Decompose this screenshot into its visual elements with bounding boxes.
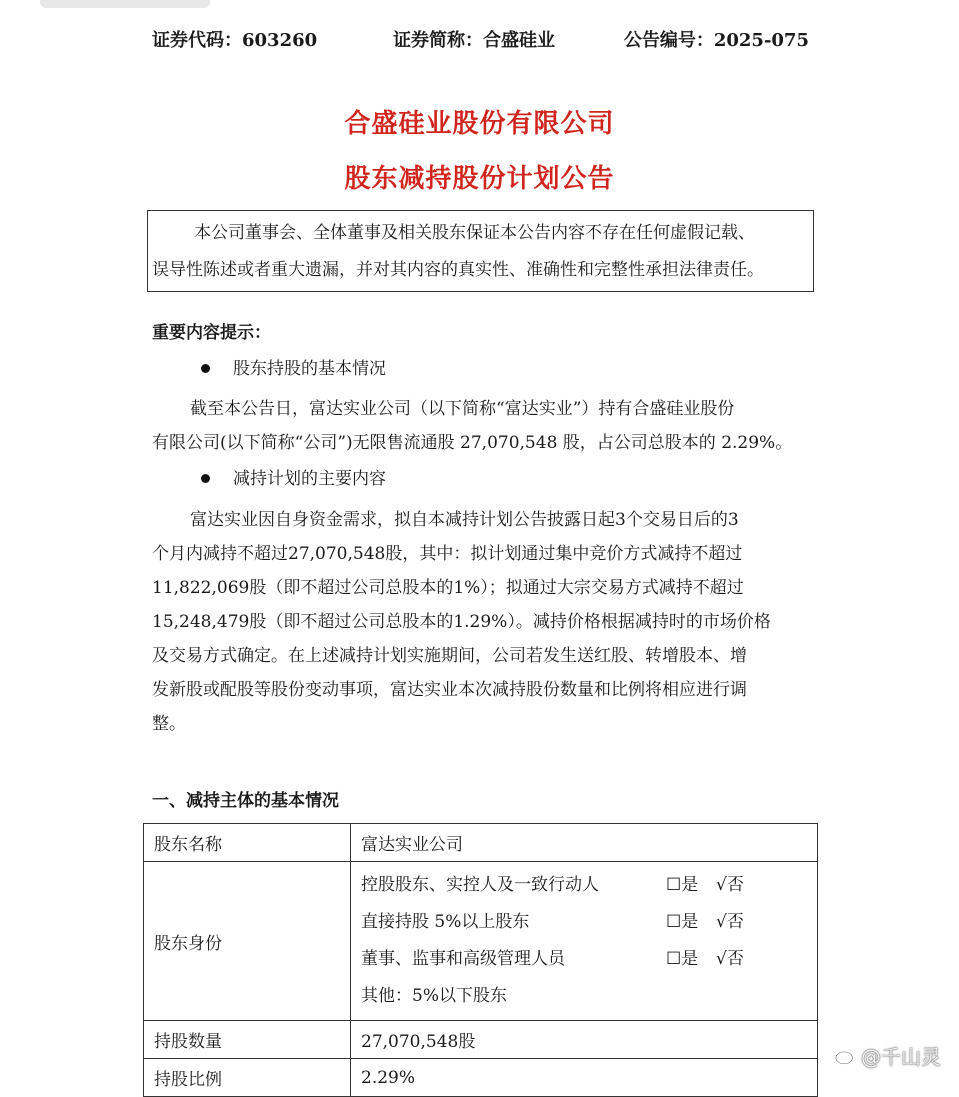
table-row (144, 824, 818, 862)
plan-paragraph-line-1: 富达实业因自身资金需求，拟自本减持计划公告披露日起3个交易日后的3 (190, 510, 739, 530)
shareholder-identity-label: 股东身份 (144, 862, 351, 1021)
checkbox-yes-unchecked: ☐是 (666, 912, 699, 932)
disclaimer-line-2: 误导性陈述或者重大遗漏，并对其内容的真实性、准确性和完整性承担法律责任。 (152, 260, 764, 280)
announcement-number: 公告编号：2025-075 (623, 30, 809, 51)
identity-option-row (361, 867, 807, 904)
disclaimer-line-1: 本公司董事会、全体董事及相关股东保证本公告内容不存在任何虚假记载、 (194, 223, 755, 243)
watermark-text: @千山灵 (861, 1045, 941, 1069)
weibo-watermark (835, 1041, 941, 1070)
shareholder-name-label: 股东名称 (144, 824, 351, 862)
shareholder-info-table (143, 823, 818, 1097)
announcement-header (152, 26, 809, 56)
shareholder-name-value: 富达实业公司 (351, 824, 818, 862)
shares-held-value: 27,070,548股 (351, 1021, 818, 1059)
disclaimer-box (147, 210, 814, 292)
checkbox-no-checked: √否 (716, 949, 744, 969)
plan-paragraph-line-4: 15,248,479股（即不超过公司总股本的1.29%）。减持价格根据减持时的市场价格 (152, 612, 771, 632)
highlights-heading: 重要内容提示： (152, 323, 271, 343)
plan-paragraph-line-5: 及交易方式确定。在上述减持计划实施期间，公司若发生送红股、转增股本、增 (152, 646, 747, 666)
bullet-plan-main: 减持计划的主要内容 (233, 469, 386, 489)
table-row (144, 1021, 818, 1059)
identity-option-row (361, 904, 807, 941)
top-blur-artifact (40, 0, 210, 8)
stock-name: 证券简称：合盛硅业 (393, 30, 555, 51)
table-row (144, 1059, 818, 1097)
checkbox-yes-unchecked: ☐是 (666, 949, 699, 969)
identity-option-row (361, 941, 807, 978)
plan-paragraph-line-2: 个月内减持不超过27,070,548股，其中：拟计划通过集中竞价方式减持不超过 (152, 544, 743, 564)
checkbox-yes-unchecked: ☐是 (666, 875, 699, 895)
announcement-title: 股东减持股份计划公告 (344, 164, 615, 194)
plan-paragraph-line-7: 整。 (152, 714, 186, 734)
bullet-icon (201, 364, 210, 373)
bullet-holding-basics: 股东持股的基本情况 (233, 359, 386, 379)
company-title: 合盛硅业股份有限公司 (344, 109, 615, 139)
identity-other-text: 其他：5%以下股东 (361, 986, 507, 1006)
shares-held-label: 持股数量 (144, 1021, 351, 1059)
weibo-icon (835, 1046, 857, 1066)
stock-code: 证券代码：603260 (152, 30, 318, 51)
holding-ratio-label: 持股比例 (144, 1059, 351, 1097)
plan-paragraph-line-6: 发新股或配股等股份变动事项，富达实业本次减持股份数量和比例将相应进行调 (152, 680, 747, 700)
checkbox-no-checked: √否 (716, 875, 744, 895)
holding-paragraph-line-2: 有限公司(以下简称“公司”)无限售流通股 27,070,548 股，占公司总股本的 2.29%。 (152, 433, 793, 453)
table-row (144, 862, 818, 1021)
identity-other-row (361, 978, 807, 1015)
plan-paragraph-line-3: 11,822,069股（即不超过公司总股本的1%）；拟通过大宗交易方式减持不超过 (152, 578, 744, 598)
bullet-icon (201, 474, 210, 483)
section-1-heading: 一、减持主体的基本情况 (152, 791, 339, 811)
shareholder-identity-cell (351, 862, 818, 1021)
holding-ratio-value: 2.29% (351, 1059, 818, 1097)
holding-paragraph-line-1: 截至本公告日，富达实业公司（以下简称“富达实业”）持有合盛硅业股份 (190, 399, 735, 419)
checkbox-no-checked: √否 (716, 912, 744, 932)
identity-option-text: 董事、监事和高级管理人员 (361, 949, 565, 969)
identity-option-text: 控股股东、实控人及一致行动人 (361, 875, 599, 895)
identity-option-text: 直接持股 5%以上股东 (361, 912, 530, 932)
